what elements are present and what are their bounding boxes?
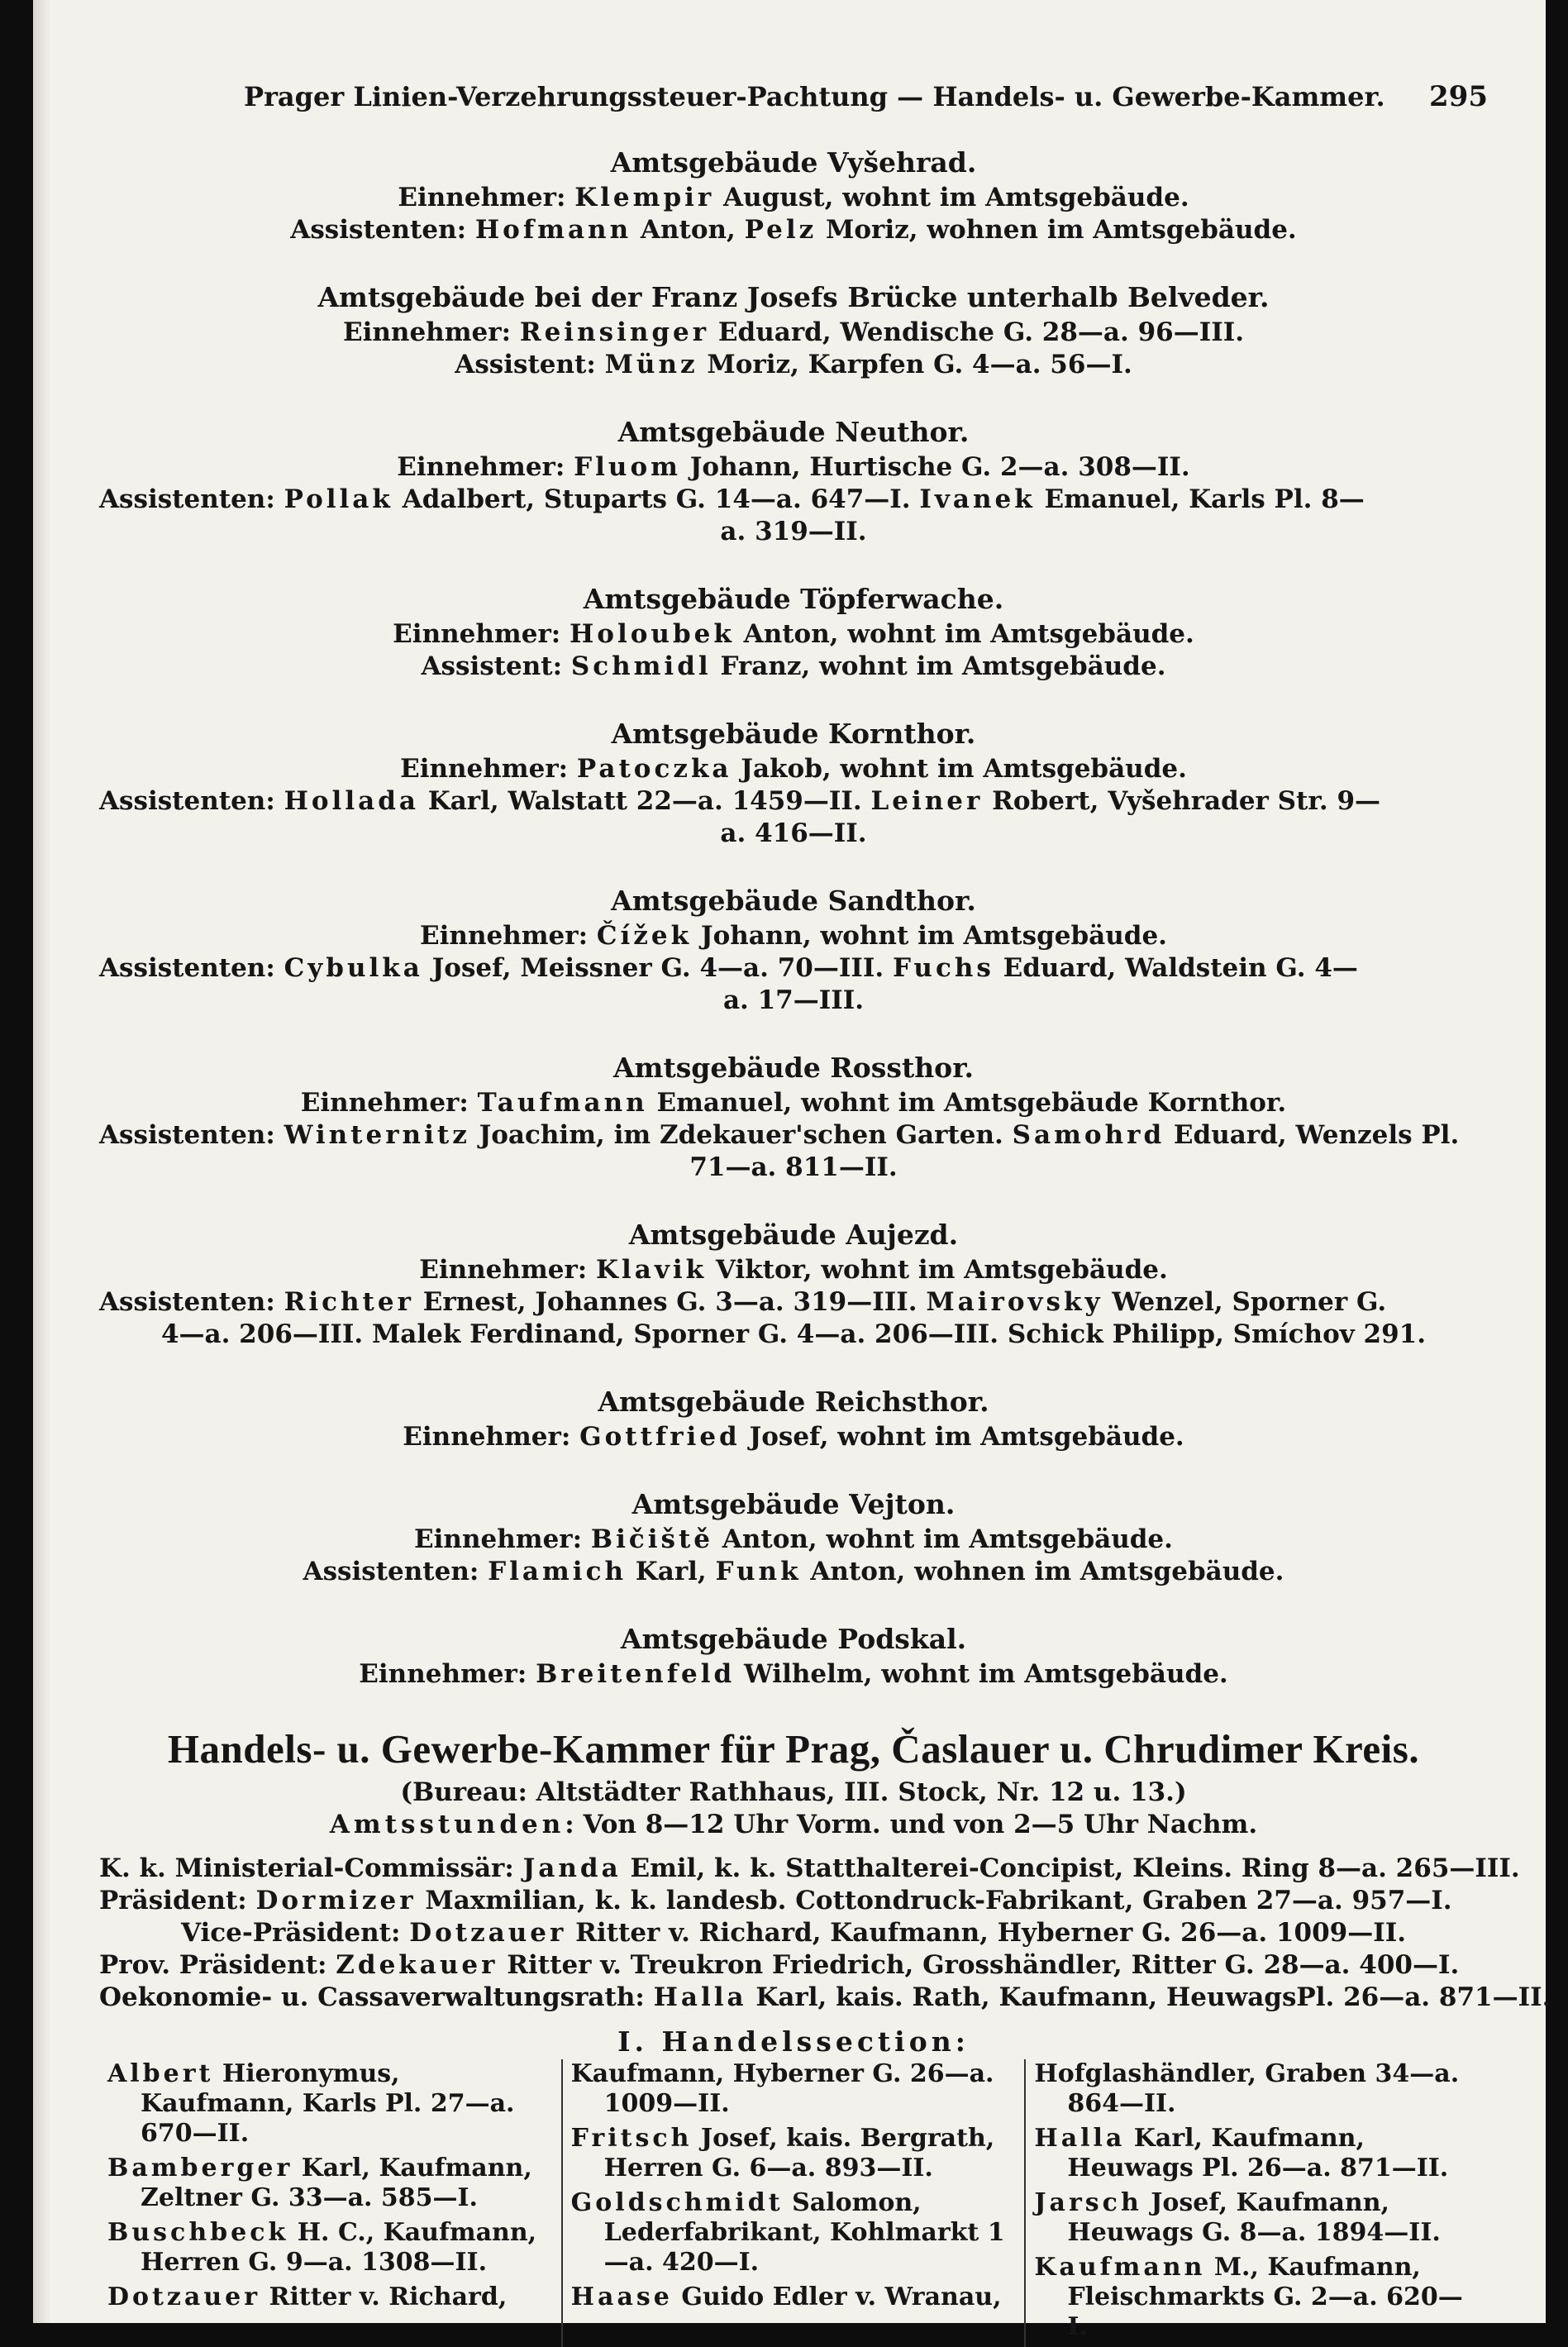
label: Assistent:	[421, 651, 571, 681]
officer-detail: Karl, kais. Rath, Kaufmann, HeuwagsPl. 26—a. 871—II.	[746, 1982, 1551, 2012]
officer-name: Janda	[522, 1853, 622, 1883]
detail: Josef, Meissner G. 4—a. 70—III.	[422, 953, 893, 983]
office-line	[99, 1254, 1488, 1286]
office-line	[99, 317, 1488, 349]
detail: Johann, Hurtische G. 2—a. 308—II.	[680, 452, 1190, 482]
member-detail: Hieronymus, Kaufmann, Karls Pl. 27—a. 670—II.	[141, 2059, 515, 2148]
person-name: Samohrd	[1012, 1120, 1165, 1150]
label: Einnehmer:	[300, 1088, 478, 1118]
person-name: Schmidl	[570, 651, 712, 681]
office-line	[99, 214, 1488, 246]
member-detail: Josef, Kaufmann, Heuwags G. 8—a. 1894—II.	[1067, 2188, 1441, 2247]
detail: Emanuel, wohnt im Amtsgebäude Kornthor.	[647, 1088, 1287, 1118]
office-block	[99, 1219, 1488, 1351]
member-detail: Hofglashändler, Graben 34—a. 864—II.	[1034, 2059, 1460, 2118]
member-name: Haase	[570, 2283, 673, 2311]
person-name: Klempir	[574, 183, 715, 212]
member-name: Jarsch	[1034, 2188, 1142, 2217]
label: Assistenten:	[99, 953, 284, 983]
office-title: Amtsgebäude Reichsthor.	[598, 1386, 989, 1418]
person-name: Čížek	[596, 921, 693, 951]
member-name: Fritsch	[570, 2124, 693, 2153]
label: Einnehmer:	[414, 1524, 591, 1554]
kammer-section	[99, 1725, 1551, 2347]
member-columns	[99, 2059, 1488, 2347]
member-column	[561, 2059, 1025, 2347]
assistants-continuation: 4—a. 206—III. Malek Ferdinand, Sporner G. 4—a. 206—III. Schick Philipp, Smíchov 291.	[160, 1319, 1427, 1349]
page-number: 295	[1429, 80, 1488, 113]
detail: Eduard, Wenzels Pl.	[1165, 1120, 1460, 1150]
assistants-entry	[99, 484, 1488, 516]
member-detail: M., Kaufmann, Fleischmarkts G. 2—a. 620—I.	[1067, 2253, 1463, 2341]
detail: Johann, wohnt im Amtsgebäude.	[692, 921, 1167, 951]
officer-role: Oekonomie- u. Cassaverwaltungsrath:	[99, 1982, 654, 2012]
office-block	[99, 1052, 1488, 1184]
label: Assistent:	[455, 350, 605, 379]
office-title: Amtsgebäude bei der Franz Josefs Brücke unterhalb Belveder.	[317, 281, 1270, 313]
officer-row	[99, 1853, 1520, 1885]
office-line	[99, 451, 1488, 484]
label: Einnehmer:	[397, 452, 574, 482]
office-block	[99, 885, 1488, 1017]
label: Assistenten:	[99, 1287, 284, 1317]
detail: Emanuel, Karls Pl. 8—	[1035, 484, 1365, 514]
detail: Jakob, wohnt im Amtsgebäude.	[732, 754, 1187, 784]
office-title: Amtsgebäude Töpferwache.	[583, 583, 1004, 615]
detail: Wilhelm, wohnt im Amtsgebäude.	[735, 1659, 1228, 1689]
detail: Franz, wohnt im Amtsgebäude.	[711, 651, 1166, 681]
person-name: Münz	[604, 350, 698, 379]
detail: Eduard, Waldstein G. 4—	[994, 953, 1358, 983]
member-entry	[1034, 2124, 1480, 2183]
member-name: Albert	[107, 2059, 214, 2088]
member-entry	[107, 2154, 553, 2213]
person-name: Flamich	[488, 1557, 627, 1586]
person-name: Breitenfeld	[536, 1659, 736, 1689]
member-entry	[1034, 2188, 1480, 2248]
office-block	[99, 416, 1488, 548]
officer-detail: Ritter v. Richard, Kaufmann, Hyberner G. 26—a. 1009—II.	[566, 1918, 1407, 1948]
detail: August, wohnt im Amtsgebäude.	[714, 183, 1189, 212]
office-line	[99, 182, 1488, 214]
officer-name: Halla	[653, 1982, 747, 2012]
office-title: Amtsgebäude Neuthor.	[617, 416, 970, 448]
member-entry	[571, 2124, 1017, 2183]
office-line	[99, 618, 1488, 651]
member-column	[1024, 2059, 1488, 2347]
office-title: Amtsgebäude Sandthor.	[611, 885, 976, 917]
officer-name: Zdekauer	[336, 1950, 498, 1980]
label: Assistenten:	[303, 1557, 489, 1586]
person-name: Pelz	[744, 215, 817, 245]
member-name: Buschbeck	[107, 2218, 289, 2247]
member-detail: Karl, Kaufmann, Zeltner G. 33—a. 585—I.	[141, 2154, 532, 2212]
member-detail: H. C., Kaufmann, Herren G. 9—a. 1308—II.	[141, 2218, 537, 2277]
office-block	[99, 718, 1488, 850]
person-name: Mairovsky	[926, 1287, 1103, 1317]
office-line	[99, 651, 1488, 683]
label: Einnehmer:	[400, 754, 577, 784]
detail: Anton,	[631, 215, 745, 245]
detail: Wenzel, Sporner G.	[1103, 1287, 1387, 1317]
office-title: Amtsgebäude Aujezd.	[628, 1219, 959, 1251]
person-name: Leiner	[870, 786, 984, 816]
officer-name: Dotzauer	[409, 1918, 567, 1948]
detail: Anton, wohnt im Amtsgebäude.	[713, 1524, 1173, 1554]
detail: Eduard, Wendische G. 28—a. 96—III.	[709, 317, 1245, 347]
officer-role: Prov. Präsident:	[99, 1950, 336, 1980]
page-content	[99, 66, 1551, 2347]
kammer-title: Handels- u. Gewerbe-Kammer für Prag, Časlauer u. Chrudimer Kreis.	[167, 1726, 1420, 1772]
member-entry	[571, 2188, 1017, 2278]
office-block	[99, 1386, 1488, 1453]
label: Einnehmer:	[393, 619, 570, 649]
detail: Karl,	[627, 1557, 716, 1586]
officer-row	[99, 1917, 1488, 1949]
member-detail: Guido Edler v. Wranau,	[672, 2283, 1002, 2311]
office-line	[99, 1556, 1488, 1588]
member-name: Kaufmann	[1034, 2253, 1206, 2282]
officer-role: K. k. Ministerial-Commissär:	[99, 1853, 523, 1883]
detail: Karl, Walstatt 22—a. 1459—II.	[418, 786, 871, 816]
member-entry	[1034, 2059, 1480, 2119]
officer-detail: Maxmilian, k. k. landesb. Cottondruck-Fabrikant, Graben 27—a. 957—I.	[416, 1886, 1452, 1915]
member-entry	[107, 2218, 553, 2278]
detail: Moriz, wohnen im Amtsgebäude.	[817, 215, 1297, 245]
document-page	[33, 0, 1551, 2341]
office-line	[99, 753, 1488, 785]
label: Einnehmer:	[359, 1659, 536, 1689]
office-line	[99, 1421, 1488, 1453]
person-name: Holoubek	[570, 619, 735, 649]
person-name: Fuchs	[892, 953, 994, 983]
detail: Robert, Vyšehrader Str. 9—	[983, 786, 1381, 816]
office-line	[99, 920, 1488, 952]
person-name: Hollada	[284, 786, 419, 816]
office-hours-label: Amtsstunden	[329, 1810, 565, 1839]
label: Assistenten:	[99, 484, 284, 514]
member-detail: Salomon, Lederfabrikant, Kohlmarkt 1—a. 420—I.	[603, 2188, 1005, 2277]
office-title: Amtsgebäude Podskal.	[620, 1623, 967, 1655]
member-detail: Josef, kais. Bergrath, Herren G. 6—a. 893—II.	[603, 2124, 995, 2182]
member-name: Goldschmidt	[570, 2188, 784, 2217]
officer-row	[99, 1982, 1551, 2014]
office-title: Amtsgebäude Rossthor.	[612, 1052, 975, 1084]
office-block	[99, 583, 1488, 683]
assistants-continuation: a. 416—II.	[720, 818, 867, 848]
member-entry	[571, 2059, 1017, 2119]
person-name: Fluom	[574, 452, 681, 482]
member-detail: Karl, Kaufmann, Heuwags Pl. 26—a. 871—II.	[1067, 2124, 1449, 2182]
office-title: Amtsgebäude Vejton.	[631, 1488, 956, 1520]
person-name: Reinsinger	[519, 317, 710, 347]
member-name: Halla	[1034, 2124, 1126, 2153]
person-name: Hofmann	[474, 215, 632, 245]
person-name: Richter	[284, 1287, 414, 1317]
person-name: Cybulka	[284, 953, 423, 983]
label: Assistenten:	[99, 1120, 284, 1150]
label: Einnehmer:	[403, 1422, 580, 1452]
detail: Josef, wohnt im Amtsgebäude.	[740, 1422, 1184, 1452]
assistants-continuation: 71—a. 811—II.	[689, 1152, 898, 1182]
office-hours-text: : Von 8—12 Uhr Vorm. und von 2—5 Uhr Nachm.	[565, 1810, 1258, 1839]
running-header	[99, 81, 1488, 113]
member-detail: Kaufmann, Hyberner G. 26—a. 1009—II.	[570, 2059, 994, 2118]
member-entry	[571, 2283, 1017, 2312]
member-column	[99, 2059, 561, 2347]
office-line	[99, 1658, 1488, 1691]
label: Einnehmer:	[419, 1255, 597, 1285]
assistants-entry	[99, 1119, 1488, 1152]
assistants-entry	[99, 785, 1488, 818]
person-name: Ivanek	[919, 484, 1036, 514]
member-entry	[107, 2059, 553, 2149]
header-title: Prager Linien-Verzehrungssteuer-Pachtung — Handels- u. Gewerbe-Kammer.	[244, 81, 1385, 112]
member-name: Dotzauer	[107, 2283, 261, 2311]
member-entry	[107, 2283, 553, 2312]
office-block	[99, 1623, 1488, 1691]
office-block	[99, 1488, 1488, 1588]
member-entry	[1034, 2253, 1480, 2342]
kammer-bureau: (Bureau: Altstädter Rathhaus, III. Stock, Nr. 12 u. 13.)	[400, 1777, 1187, 1807]
office-line	[99, 349, 1488, 381]
label: Assistenten:	[290, 215, 475, 245]
detail: Adalbert, Stuparts G. 14—a. 647—I.	[393, 484, 920, 514]
office-list	[99, 146, 1488, 1691]
detail: Joachim, im Zdekauer'schen Garten.	[469, 1120, 1013, 1150]
person-name: Winternitz	[284, 1120, 470, 1150]
officer-list	[99, 1853, 1551, 2014]
officer-row	[99, 1949, 1488, 1982]
person-name: Klavik	[596, 1255, 708, 1285]
officer-role: Vice-Präsident:	[180, 1918, 410, 1948]
assistants-entry	[99, 1286, 1488, 1319]
person-name: Bičiště	[590, 1524, 713, 1554]
office-line	[99, 1087, 1488, 1119]
officer-detail: Ritter v. Treukron Friedrich, Grosshändler, Ritter G. 28—a. 400—I.	[498, 1950, 1460, 1980]
person-name: Funk	[715, 1557, 802, 1586]
person-name: Gottfried	[579, 1422, 741, 1452]
office-title: Amtsgebäude Kornthor.	[611, 718, 976, 750]
detail: Viktor, wohnt im Amtsgebäude.	[707, 1255, 1168, 1285]
office-title: Amtsgebäude Vyšehrad.	[610, 146, 977, 179]
person-name: Taufmann	[477, 1088, 648, 1118]
detail: Ernest, Johannes G. 3—a. 319—III.	[413, 1287, 927, 1317]
person-name: Pollak	[284, 484, 393, 514]
section-title: I. Handelssection:	[617, 2025, 970, 2058]
member-detail: Ritter v. Richard,	[260, 2283, 508, 2311]
assistants-entry	[99, 952, 1488, 985]
officer-name: Dormizer	[255, 1886, 417, 1915]
person-name: Patoczka	[576, 754, 732, 784]
label: Assistenten:	[99, 786, 284, 816]
member-name: Bamberger	[107, 2154, 293, 2182]
office-line	[99, 1524, 1488, 1556]
assistants-continuation: a. 17—III.	[722, 985, 865, 1015]
detail: Moriz, Karpfen G. 4—a. 56—I.	[698, 350, 1132, 379]
office-hours	[99, 1809, 1488, 1841]
office-block	[99, 281, 1488, 381]
detail: Anton, wohnen im Amtsgebäude.	[801, 1557, 1284, 1586]
label: Einnehmer:	[398, 183, 575, 212]
assistants-continuation: a. 319—II.	[720, 517, 867, 546]
label: Einnehmer:	[342, 317, 520, 347]
detail: Anton, wohnt im Amtsgebäude.	[734, 619, 1194, 649]
label: Einnehmer:	[420, 921, 597, 951]
officer-role: Präsident:	[99, 1886, 256, 1915]
officer-row	[99, 1885, 1488, 1917]
officer-detail: Emil, k. k. Statthalterei-Concipist, Kleins. Ring 8—a. 265—III.	[621, 1853, 1520, 1883]
office-block	[99, 146, 1488, 246]
